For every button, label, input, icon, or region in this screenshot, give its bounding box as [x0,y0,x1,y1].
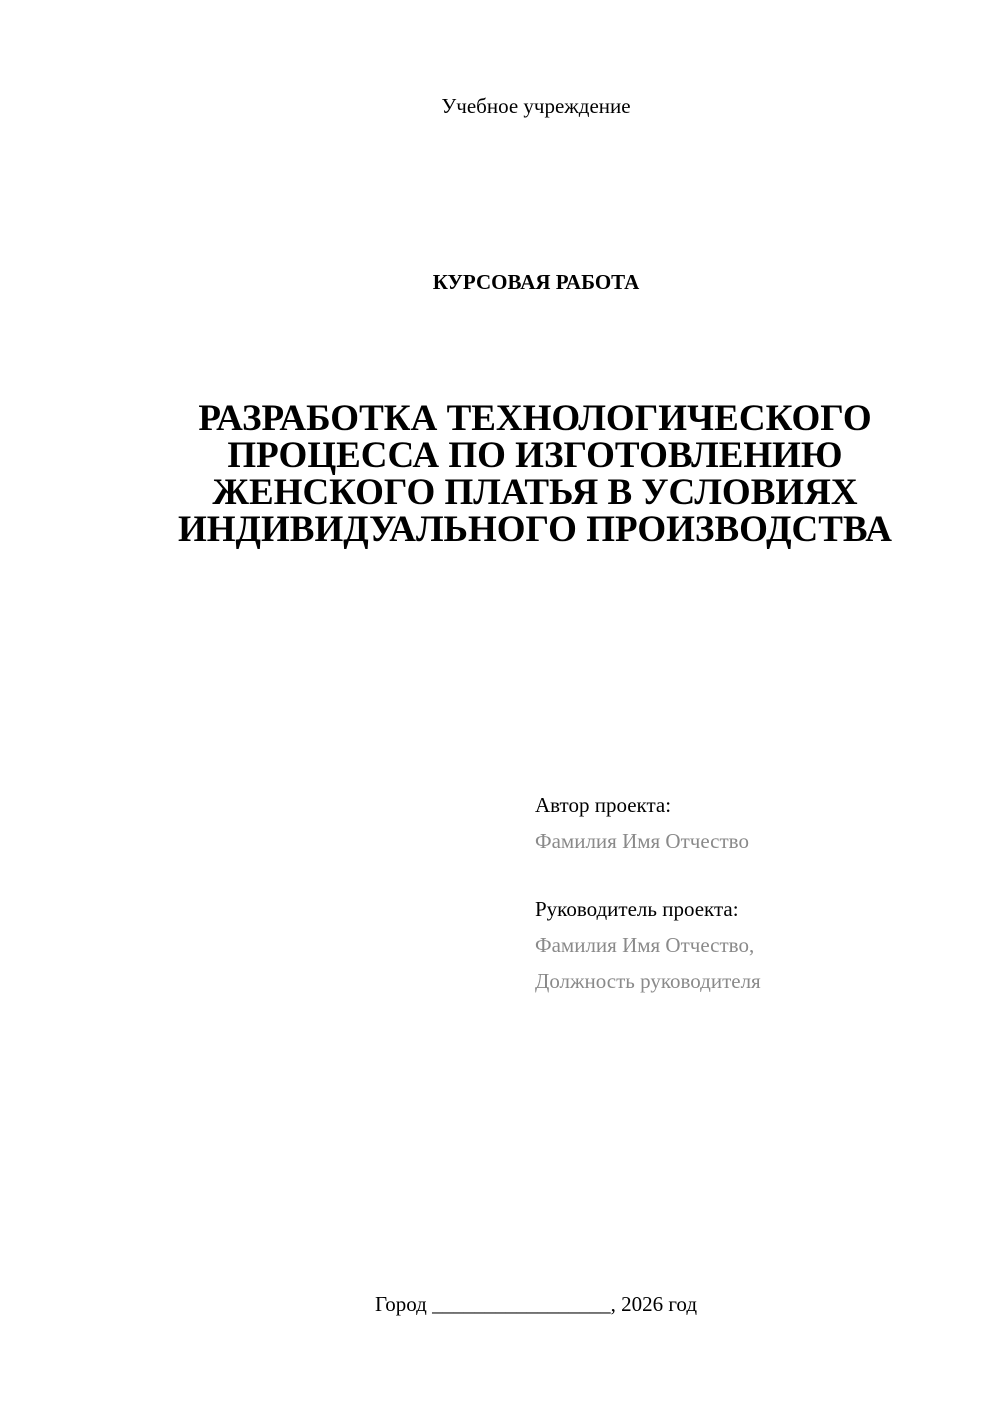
document-title [130,400,940,548]
title-line-2: ПРОЦЕССА ПО ИЗГОТОВЛЕНИЮ [227,435,843,476]
city-year-line: Город _________________, 2026 год [374,1292,698,1316]
title-line-4: ИНДИВИДУАЛЬНОГО ПРОИЗВОДСТВА [177,509,892,550]
author-name: Фамилия Имя Отчество [535,829,749,853]
supervisor-label: Руководитель проекта: [535,897,739,921]
work-type-heading: КУРСОВАЯ РАБОТА [432,270,640,294]
title-line-1: РАЗРАБОТКА ТЕХНОЛОГИЧЕСКОГО [198,398,872,439]
author-label: Автор проекта: [535,793,672,817]
supervisor-position: Должность руководителя [535,969,761,993]
authors-spacer [535,859,975,891]
supervisor-name: Фамилия Имя Отчество, [535,933,755,957]
authors-block [535,787,975,999]
institution-name: Учебное учреждение [441,94,631,118]
title-line-3: ЖЕНСКОГО ПЛАТЬЯ В УСЛОВИЯХ [212,472,858,513]
